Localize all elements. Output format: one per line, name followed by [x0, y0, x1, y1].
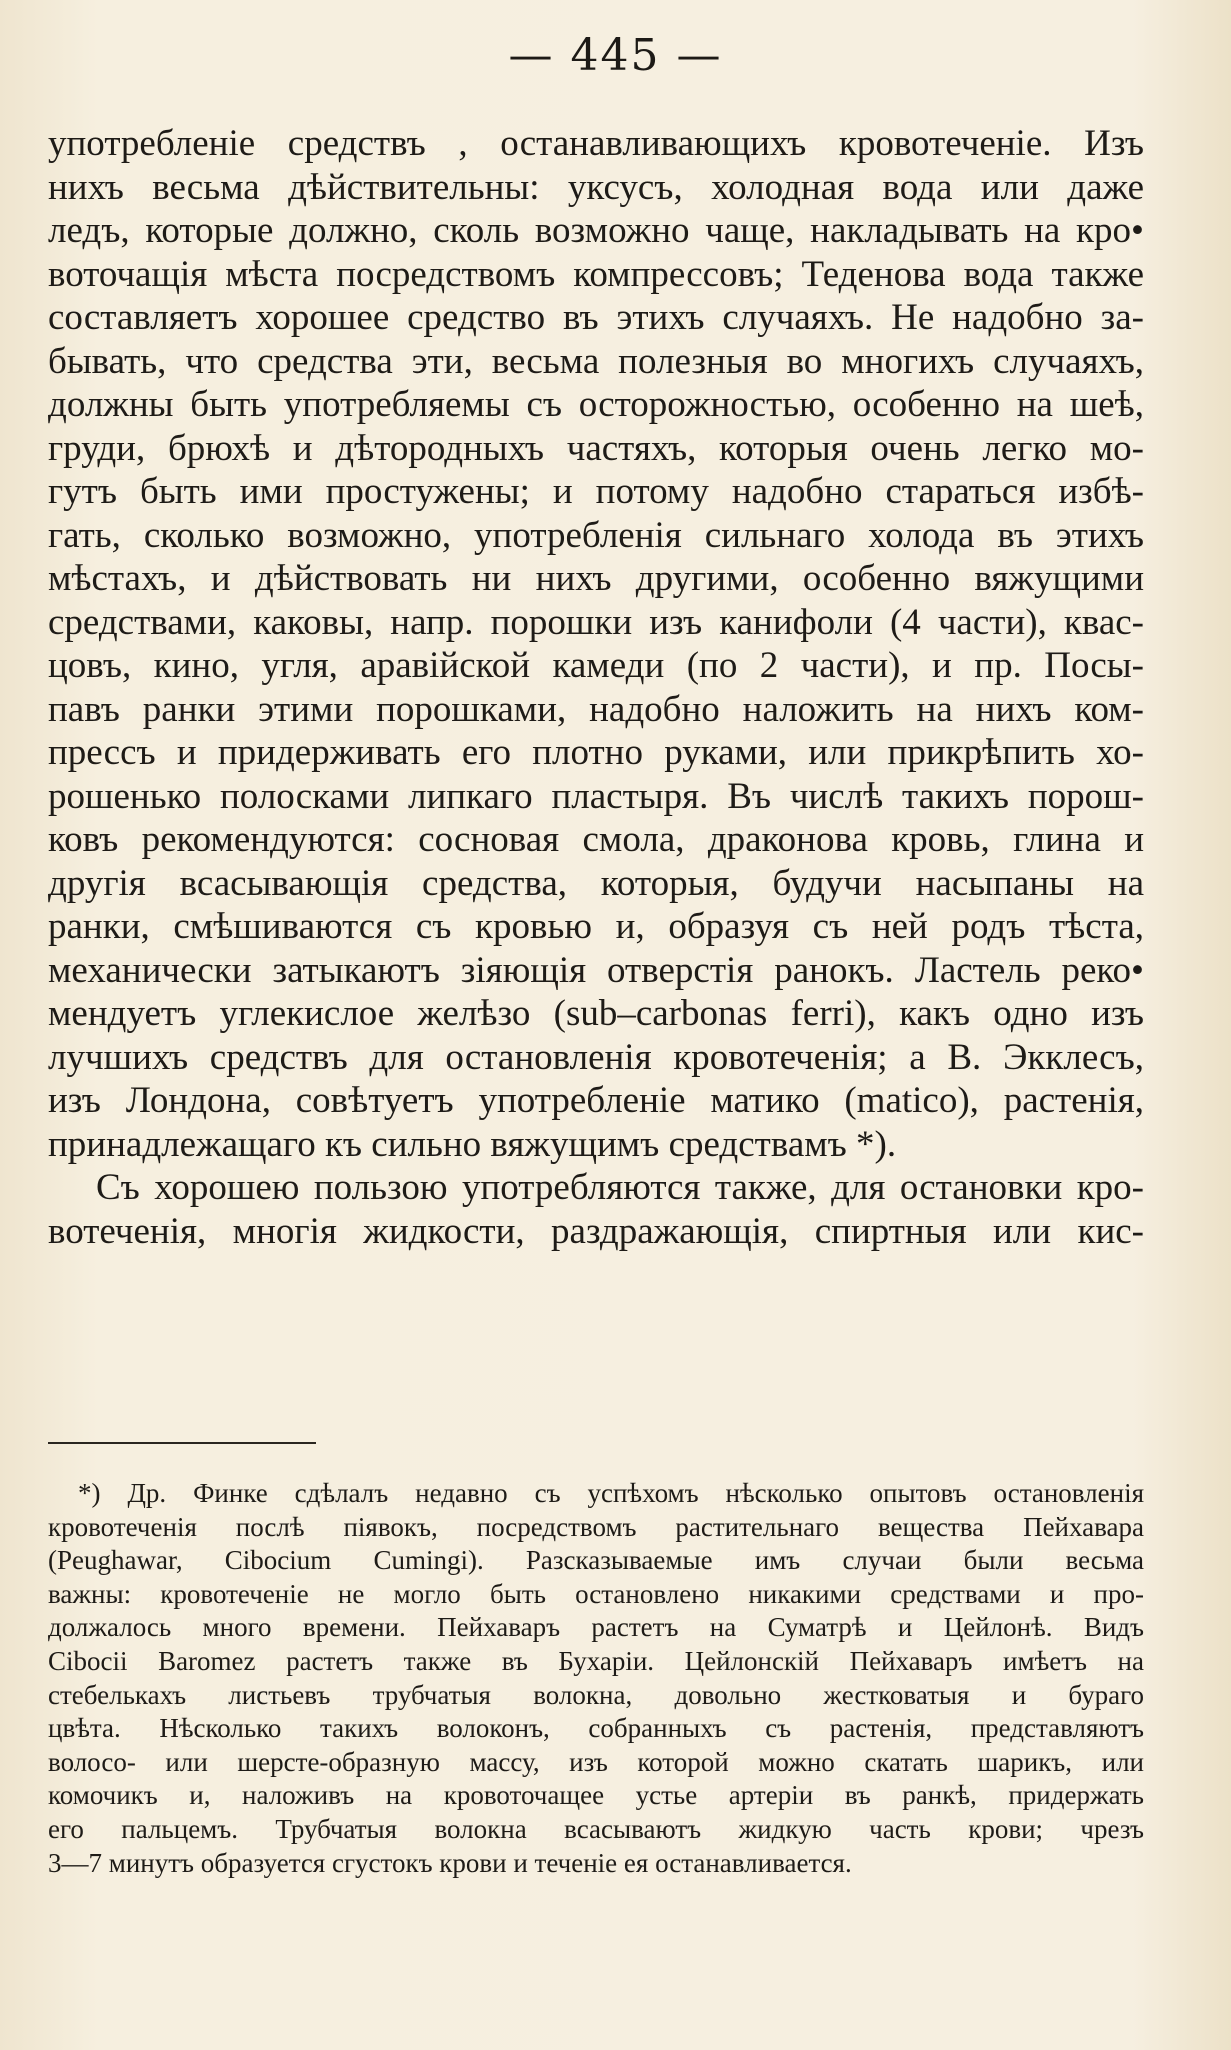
footnote-line: 3—7 минутъ образуется сгустокъ крови и теченіе ея останавливается. — [48, 1847, 852, 1878]
main-text — [48, 122, 1144, 1253]
text-line: употребленіе средствъ , останавливающихъ кровотеченіе. Изъ — [48, 123, 1144, 164]
text-line: нихъ весьма дѣйствительны: уксусъ, холодная вода или даже — [48, 166, 1144, 208]
footnote-line: волосо- или шерсте-образную массу, изъ которой можно скатать шарикъ, или — [48, 1746, 1144, 1777]
footnote-line: его пальцемъ. Трубчатыя волокна всасываютъ жидкую часть крови; чрезъ — [48, 1813, 1144, 1844]
paragraph-end-line: принадлежащаго къ сильно вяжущимъ средствамъ *). — [48, 1123, 897, 1165]
text-line: рошенько полосками липкаго пластыря. Въ числѣ такихъ порош- — [48, 775, 1144, 817]
footnote-line: Cibocii Baromez растетъ также въ Бухаріи. Цейлонскій Пейхаваръ имѣетъ на — [48, 1645, 1144, 1676]
text-line: груди, брюхѣ и дѣтородныхъ частяхъ, которыя очень легко мо- — [48, 427, 1144, 469]
text-line: гать, сколько возможно, употребленія сильнаго холода въ этихъ — [48, 514, 1144, 556]
text-line: вотеченія, многія жидкости, раздражающія, спиртныя или кис- — [48, 1210, 1144, 1252]
page-number: — 445 — — [508, 30, 723, 81]
text-line: ледъ, которые должно, сколь возможно чаще, накладывать на кро• — [48, 210, 1144, 251]
footnote-line: *) Др. Финке сдѣлалъ недавно съ успѣхомъ нѣсколько опытовъ остановленія — [78, 1478, 1144, 1508]
footnote-line: должалось много времени. Пейхаваръ растетъ на Суматрѣ и Цейлонѣ. Видъ — [48, 1612, 1144, 1643]
text-line: другія всасывающія средства, которыя, будучи насыпаны на — [48, 862, 1144, 904]
footnote-line: стебелькахъ листьевъ трубчатыя волокна, довольно жестковатыя и бураго — [48, 1679, 1144, 1710]
footnote-line: цвѣта. Нѣсколько такихъ волоконъ, собранныхъ съ растенія, представляютъ — [48, 1713, 1144, 1744]
text-line: лучшихъ средствъ для остановленія кровотеченія; а В. Экклесъ, — [48, 1036, 1144, 1078]
text-line: механически затыкаютъ зіяющія отверстія ранокъ. Ластель реко• — [48, 949, 1144, 991]
footnote-line: важны: кровотеченіе не могло быть остановлено никакими средствами и про- — [48, 1578, 1144, 1609]
footnote-line: комочикъ и, наложивъ на кровоточащее устье артеріи въ ранкѣ, придержать — [48, 1780, 1144, 1811]
text-line: бывать, что средства эти, весьма полезныя во многихъ случаяхъ, — [48, 340, 1144, 382]
text-line: прессъ и придерживать его плотно руками, или прикрѣпить хо- — [48, 732, 1144, 773]
footnote-separator — [48, 1442, 316, 1444]
text-line: мендуетъ углекислое желѣзо (sub–carbonas ferri), какъ одно изъ — [48, 993, 1144, 1034]
footnote-line: кровотеченія послѣ піявокъ, посредствомъ растительнаго вещества Пейхавара — [48, 1511, 1144, 1542]
text-line: мѣстахъ, и дѣйствовать ни нихъ другими, особенно вяжущими — [48, 558, 1144, 599]
paragraph-start-line: Съ хорошею пользою употребляются также, для остановки кро- — [96, 1167, 1144, 1208]
text-line: ковъ рекомендуются: сосновая смола, драконова кровь, глина и — [48, 819, 1144, 860]
text-line: гутъ быть ими простужены; и потому надобно стараться избѣ- — [48, 471, 1144, 512]
text-line: павъ ранки этими порошками, надобно наложить на нихъ ком- — [48, 688, 1144, 730]
footnote — [48, 1477, 1144, 1880]
text-line: воточащія мѣста посредствомъ компрессовъ; Теденова вода также — [48, 253, 1144, 295]
text-line: должны быть употребляемы съ осторожностью, особенно на шеѣ, — [48, 384, 1144, 425]
text-line: цовъ, кино, угля, аравійской камеди (по 2 части), и пр. Посы- — [48, 645, 1144, 686]
footnote-line: (Peughawar, Cibocium Cumingi). Разсказываемые имъ случаи были весьма — [48, 1545, 1144, 1576]
text-line: средствами, каковы, напр. порошки изъ канифоли (4 части), квас- — [48, 601, 1144, 643]
text-line: изъ Лондона, совѣтуетъ употребленіе матико (matico), растенія, — [48, 1080, 1144, 1121]
text-line: ранки, смѣшиваются съ кровью и, образуя съ ней родъ тѣста, — [48, 906, 1144, 947]
text-line: составляетъ хорошее средство въ этихъ случаяхъ. Не надобно за- — [48, 297, 1144, 338]
